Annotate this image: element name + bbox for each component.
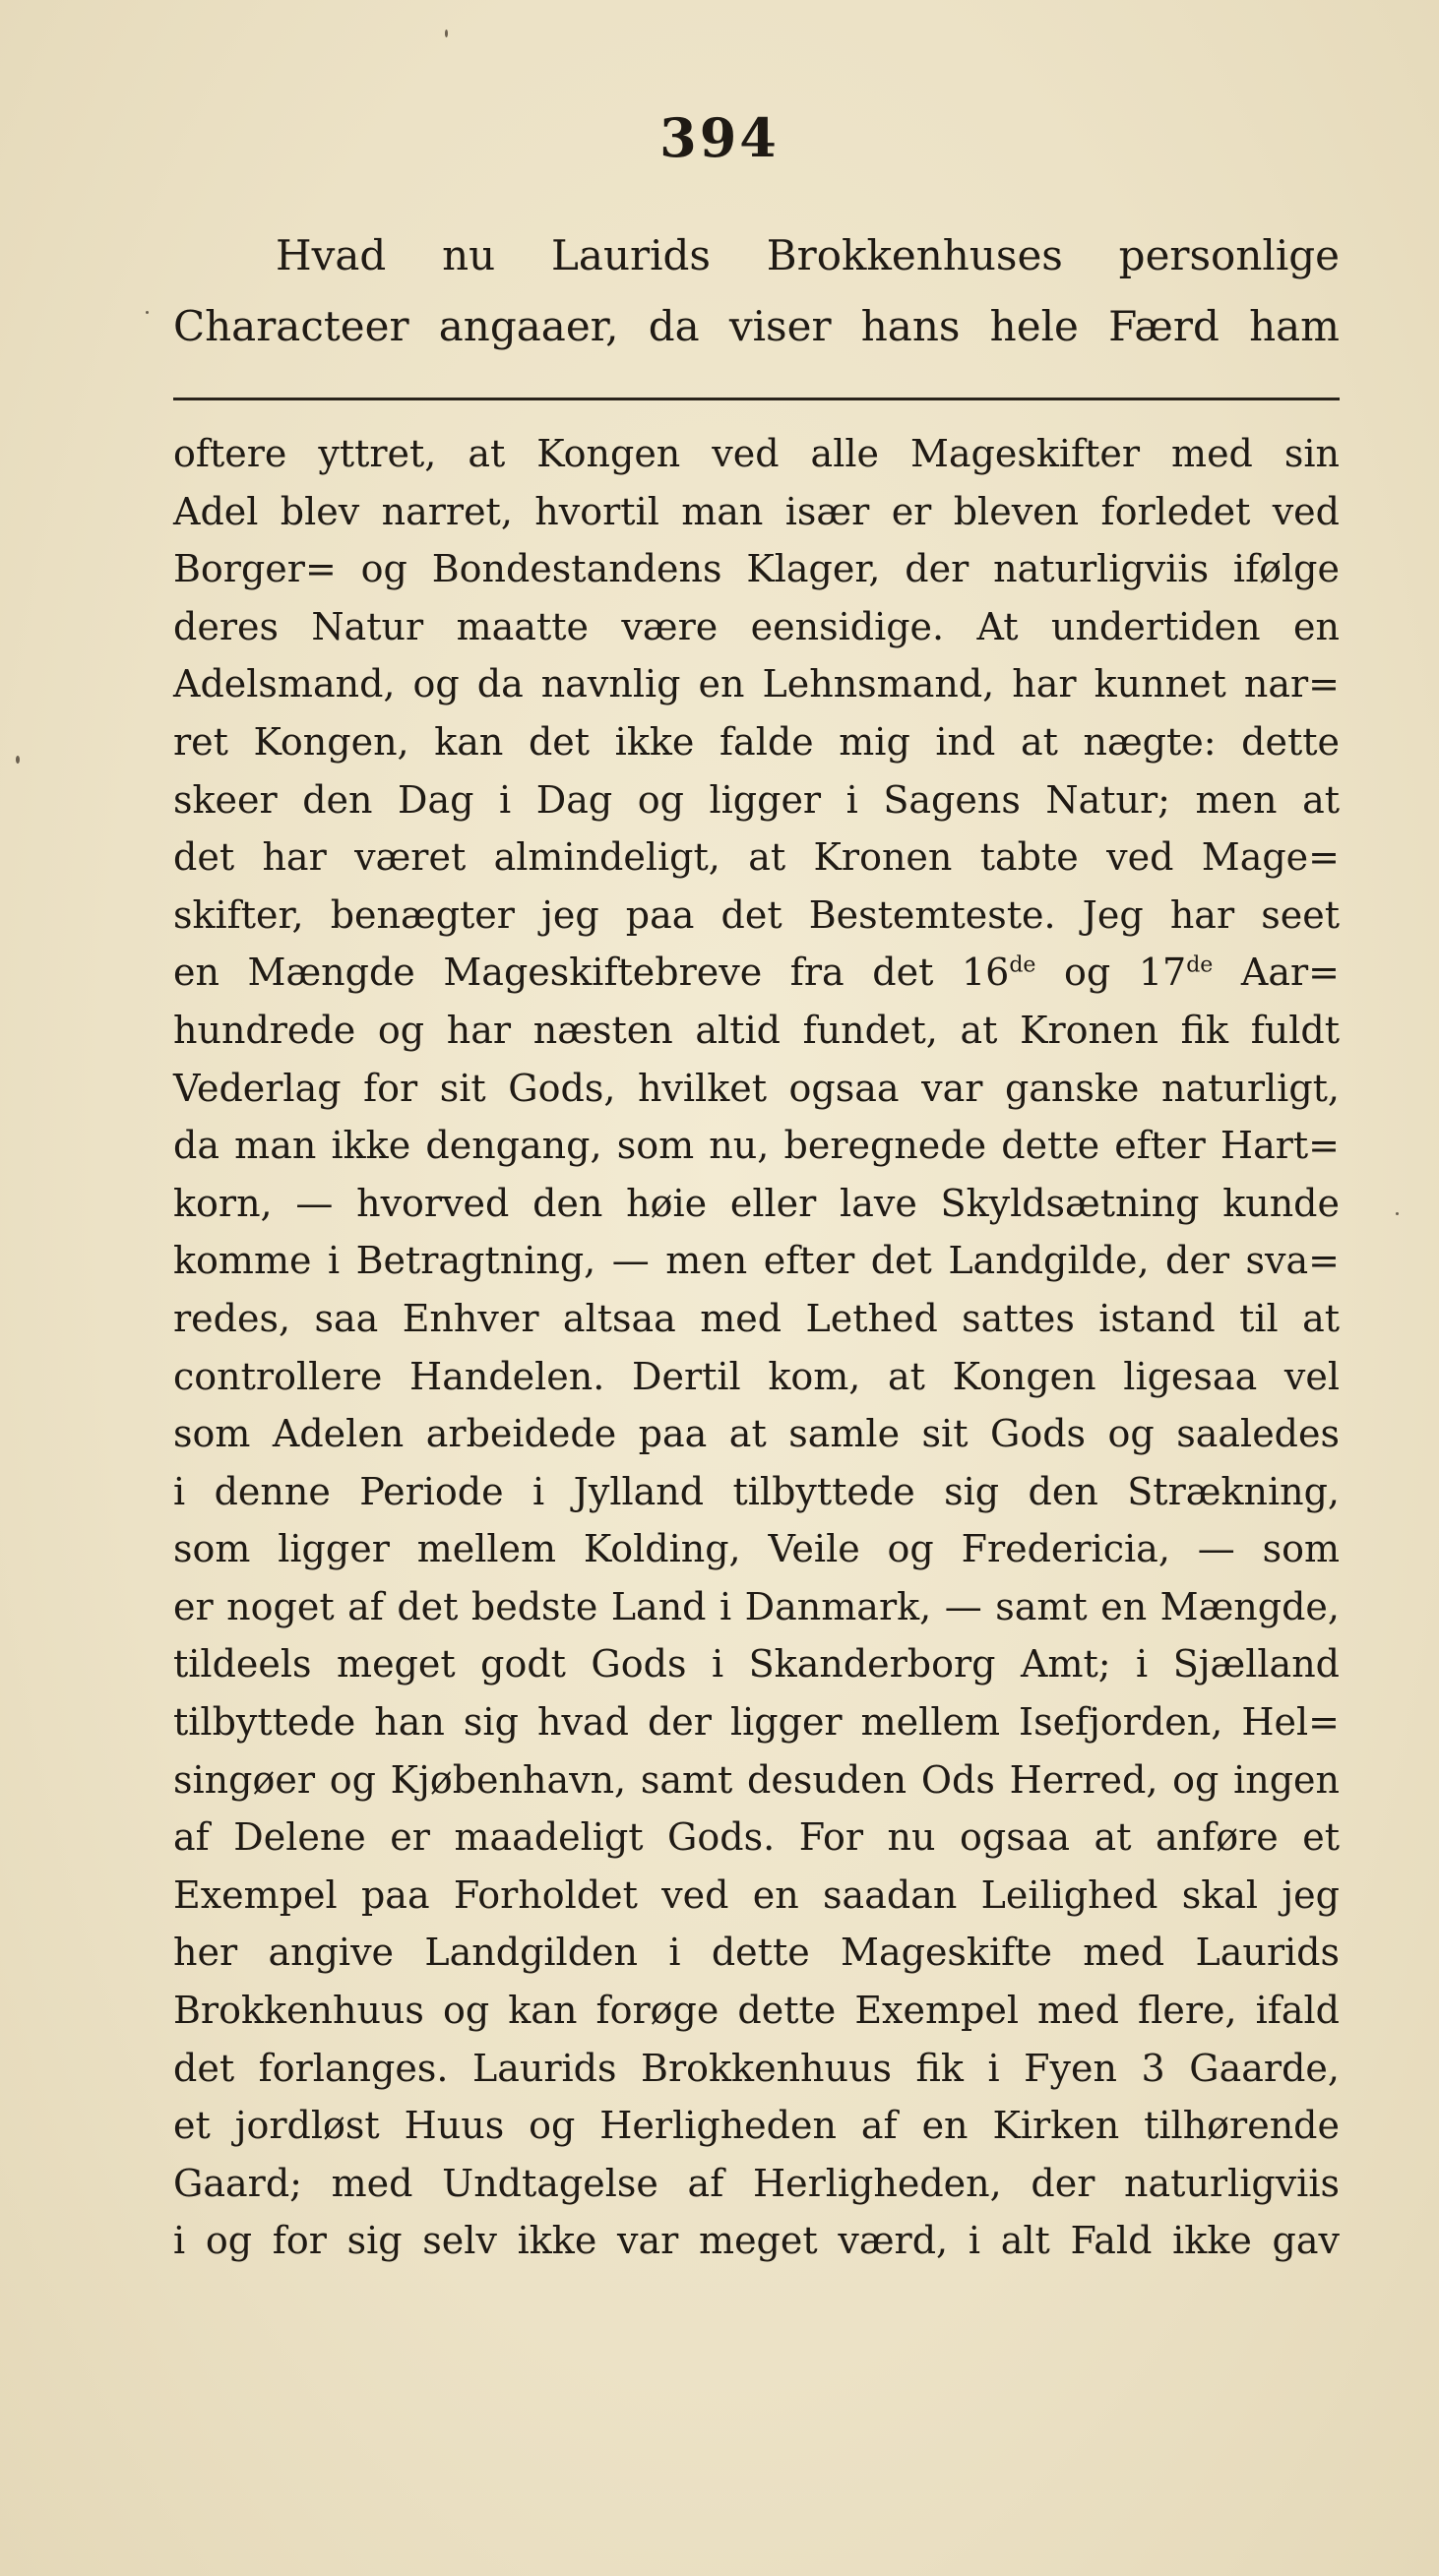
body-text (173, 425, 1340, 2270)
text-segment: og 17 (1035, 951, 1187, 995)
text-line: deres Natur maatte være eensidige. At undertiden en (173, 604, 1340, 648)
text-line: singøer og Kjøbenhavn, samt desuden Ods Herred, og ingen (173, 1757, 1340, 1802)
text-line: Gaard; med Undtagelse af Herligheden, der naturligviis (173, 2161, 1340, 2205)
text-line: Adelsmand, og da navnlig en Lehnsmand, har kunnet nar= (173, 662, 1340, 706)
text-line: Exempel paa Forholdet ved en saadan Leilighed skal jeg (173, 1872, 1340, 1917)
text-line: det forlanges. Laurids Brokkenhuus fik i Fyen 3 Gaarde, (173, 2046, 1340, 2090)
paper-speck (16, 756, 20, 764)
text-line: skeer den Dag i Dag og ligger i Sagens Natur; men at (173, 777, 1340, 822)
page-number: 394 (659, 106, 780, 169)
ordinal-superscript: de (1009, 952, 1036, 978)
text-segment: en Mængde Mageskiftebreve fra det 16 (173, 951, 1010, 995)
text-line: oftere yttret, at Kongen ved alle Mageskifter med sin (173, 432, 1340, 475)
text-line: det har været almindeligt, at Kronen tabte ved Mage= (173, 835, 1340, 880)
text-line: som ligger mellem Kolding, Veile og Fredericia, — som (173, 1527, 1340, 1571)
text-line: her angive Landgilden i dette Mageskifte med Laurids (173, 1931, 1340, 1975)
text-line: som Adelen arbeidede paa at samle sit Gods og saaledes (173, 1412, 1340, 1456)
text-line: Borger= og Bondestandens Klager, der naturligviis ifølge (173, 547, 1340, 591)
text-line: Hvad nu Laurids Brokkenhuses personlige (276, 231, 1340, 279)
text-line: i denne Periode i Jylland tilbyttede sig den Strækning, (173, 1469, 1340, 1513)
paper-speck (146, 311, 149, 314)
text-line: tilbyttede han sig hvad der ligger mellem Isefjorden, Hel= (173, 1700, 1340, 1745)
ordinal-superscript: de (1186, 952, 1214, 978)
text-line: hundrede og har næsten altid fundet, at Kronen fik fuldt (173, 1008, 1340, 1052)
paper-speck (1396, 1212, 1399, 1215)
text-line: Brokkenhuus og kan forøge dette Exempel med flere, ifald (173, 1989, 1340, 2033)
text-line: ret Kongen, kan det ikke falde mig ind at nægte: dette (173, 719, 1340, 764)
text-line: komme i Betragtning, — men efter det Landgilde, der sva= (173, 1239, 1340, 1283)
text-line: da man ikke dengang, som nu, beregnede dette efter Hart= (173, 1124, 1340, 1168)
section-divider (173, 398, 1340, 400)
text-line: Characteer angaaer, da viser hans hele Færd ham (173, 302, 1340, 350)
text-line: er noget af det bedste Land i Danmark, — samt en Mængde, (173, 1584, 1340, 1628)
top-paragraph (173, 220, 1340, 362)
text-line: Vederlag for sit Gods, hvilket ogsaa var ganske naturligt, (173, 1066, 1340, 1110)
text-line: controllere Handelen. Dertil kom, at Kongen ligesaa vel (173, 1354, 1340, 1398)
text-line: Adel blev narret, hvortil man især er bleven forledet ved (173, 489, 1340, 533)
text-line: af Delene er maadeligt Gods. For nu ogsaa at anføre et (173, 1815, 1340, 1860)
text-line: korn, — hvorved den høie eller lave Skyldsætning kunde (173, 1181, 1340, 1225)
text-line: tildeels meget godt Gods i Skanderborg Amt; i Sjælland (173, 1642, 1340, 1687)
text-line: redes, saa Enhver altsaa med Lethed sattes istand til at (173, 1296, 1340, 1340)
text-line-with-superscripts (173, 944, 1340, 1002)
text-line: i og for sig selv ikke var meget værd, i alt Fald ikke gav (173, 2219, 1340, 2263)
text-line: skifter, benægter jeg paa det Bestemteste. Jeg har seet (173, 892, 1340, 937)
paper-speck (445, 30, 448, 37)
text-line: et jordløst Huus og Herligheden af en Kirken tilhørende (173, 2104, 1340, 2148)
text-segment: Aar= (1213, 951, 1340, 995)
